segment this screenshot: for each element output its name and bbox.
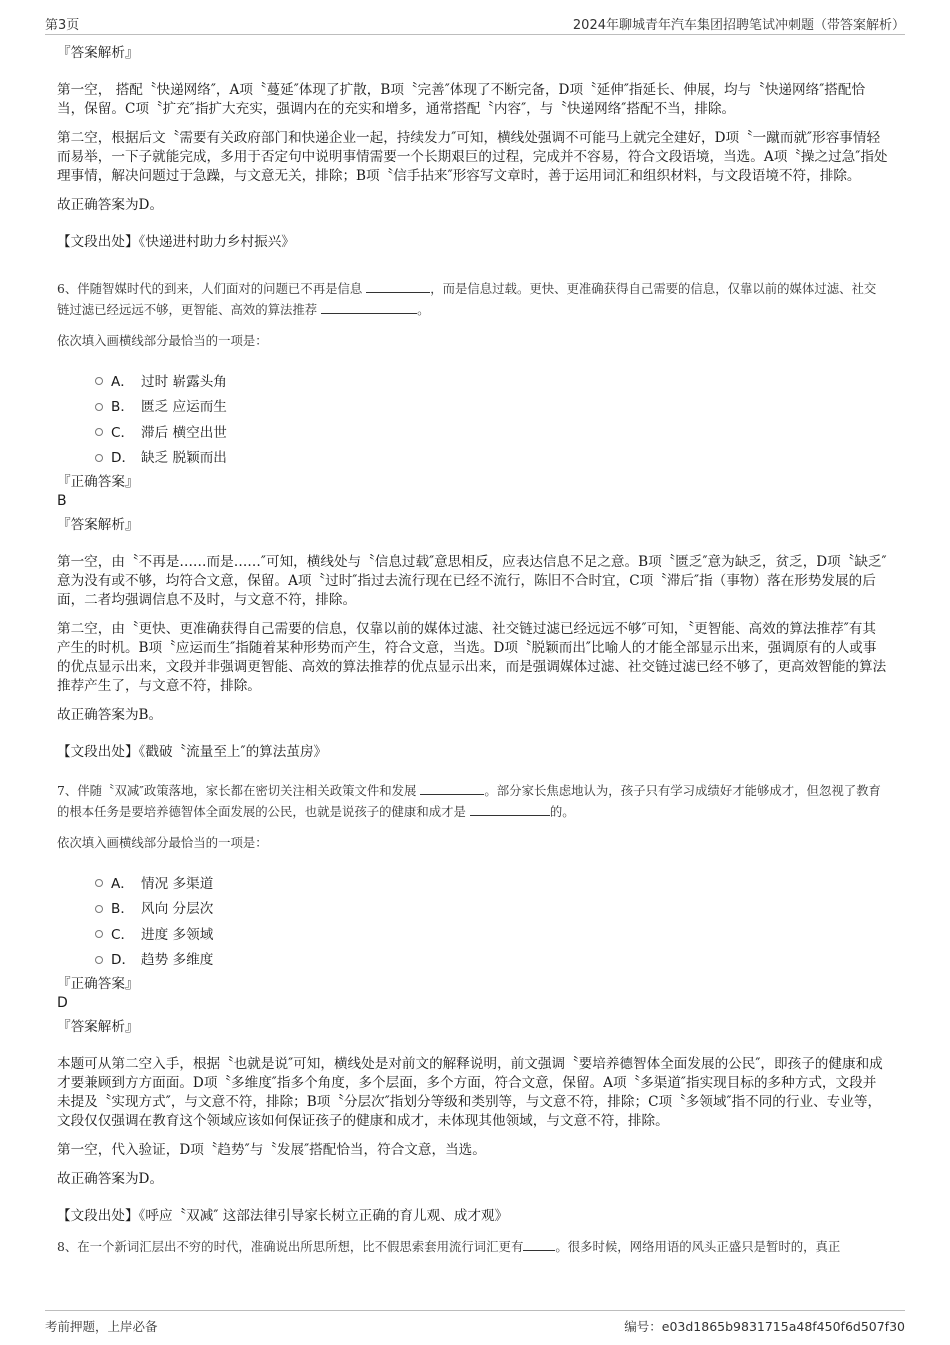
question-instruction: 依次填入画横线部分最恰当的一项是： (57, 333, 268, 348)
analysis-paragraph: 本题可从第二空入手，根据〝也就是说″可知，横线处是对前文的解释说明，前文强调〝要培养德智体全面发展的公民″，即孩子的健康和成才要兼顾到方方面面。D项〝多维度″指多个角度，多个层面，多个方面，符合文意，保留。A项〝多渠道″指实现目标的多种方式，文段并未提及〝实现方式″，与文意不符，排除；B项〝分层次″指划分等级和类别等，与文意不符，排除；C项〝多领域″指不同的行业、专业等，文段仅仅强调在教育这个领域应该如何保证孩子的健康和成才，未体现其他领域，与文意不符，排除。 (57, 1056, 883, 1129)
answer-analysis-label: 『答案解析』 (57, 1019, 139, 1035)
option-a[interactable]: A． 情况 多渠道 (95, 869, 888, 895)
radio-icon[interactable] (95, 377, 103, 385)
radio-icon[interactable] (95, 930, 103, 938)
conclusion: 故正确答案为D。 (57, 197, 164, 213)
fill-blank (523, 1238, 555, 1251)
option-list (95, 367, 888, 469)
option-c[interactable]: C． 滞后 横空出世 (95, 418, 888, 444)
page-footer (45, 1310, 905, 1337)
correct-answer-label: 『正确答案』 (57, 976, 139, 992)
analysis-paragraph: 第一空，由〝不再是……而是……″可知，横线处与〝信息过载″意思相反，应表达信息不足之意。B项〝匮乏″意为缺乏，贫乏，D项〝缺乏″意为没有或不够，均符合文意，保留。A项〝过时″指过去流行现在已经不流行，陈旧不合时宜，C项〝滞后″指（事物）落在形势发展的后面，二者均强调信息不及时，与文意不符，排除。 (57, 554, 887, 608)
correct-answer: D (57, 995, 68, 1011)
correct-answer-label: 『正确答案』 (57, 474, 139, 490)
radio-icon[interactable] (95, 428, 103, 436)
answer-analysis-label: 『答案解析』 (57, 45, 139, 61)
answer-analysis-label: 『答案解析』 (57, 517, 139, 533)
radio-icon[interactable] (95, 403, 103, 411)
radio-icon[interactable] (95, 905, 103, 913)
fill-blank (321, 301, 417, 314)
analysis-paragraph: 第二空，根据后文〝需要有关政府部门和快递企业一起，持续发力″可知，横线处强调不可能马上就完全建好，D项〝一蹴而就″形容事情轻而易举，一下子就能完成，多用于否定句中说明事情需要一个长期艰巨的过程，完成并不容易，符合文段语境，当选。A项〝操之过急″指处理事情，解决问题过于急躁，与文意无关，排除；B项〝信手拈来″形容写文章时，善于运用词汇和组织材料，与文段语境不符，排除。 (57, 130, 888, 184)
option-a[interactable]: A． 过时 崭露头角 (95, 367, 888, 393)
conclusion: 故正确答案为B。 (57, 707, 163, 723)
page-content (57, 44, 888, 1257)
option-list (95, 869, 888, 971)
analysis-paragraph: 第一空， 搭配〝快递网络″，A项〝蔓延″体现了扩散，B项〝完善″体现了不断完备，D项〝延伸″指延长、伸展，均与〝快递网络″搭配恰当，保留。C项〝扩充″指扩大充实，强调内在的充实和增多，通常搭配〝内容″，与〝快递网络″搭配不当，排除。 (57, 82, 866, 117)
fill-blank (366, 280, 430, 293)
fill-blank (420, 782, 484, 795)
analysis-paragraph: 第一空，代入验证，D项〝趋势″与〝发展″搭配恰当，符合文意，当选。 (57, 1142, 486, 1158)
option-c[interactable]: C． 进度 多领域 (95, 920, 888, 946)
document-id: 编号：e03d1865b9831715a48f450f6d507f30 (624, 1319, 905, 1334)
question-stem: 7、伴随〝双减″政策落地，家长都在密切关注相关政策文件和发展 。部分家长焦虑地认为，孩子只有学习成绩好才能够成才，但忽视了教育的根本任务是要培养德智体全面发展的公民，也就是说孩子的健康和成才是 的。 (57, 783, 881, 819)
option-d[interactable]: D． 缺乏 脱颖而出 (95, 444, 888, 470)
document-title: 2024年聊城青年汽车集团招聘笔试冲刺题（带答案解析） (572, 18, 905, 33)
footer-slogan: 考前押题，上岸必备 (45, 1319, 158, 1334)
fill-blank (470, 803, 550, 816)
source-citation: 【文段出处】《戳破〝流量至上″的算法茧房》 (57, 744, 328, 760)
radio-icon[interactable] (95, 956, 103, 964)
question-stem: 6、伴随智媒时代的到来，人们面对的问题已不再是信息 ，而是信息过载。更快、更准确获得自己需要的信息，仅靠以前的媒体过滤、社交链过滤已经远远不够，更智能、高效的算法推荐 。 (57, 281, 877, 317)
page-header (45, 12, 905, 35)
question-instruction: 依次填入画横线部分最恰当的一项是： (57, 835, 268, 850)
analysis-paragraph: 第二空，由〝更快、更准确获得自己需要的信息，仅靠以前的媒体过滤、社交链过滤已经远远不够″可知，〝更智能、高效的算法推荐″有其产生的时机。B项〝应运而生″指随着某种形势而产生，符合文意，当选。D项〝脱颖而出″比喻人的才能全部显示出来，强调原有的人或事的优点显示出来，文段并非强调更智能、高效的算法推荐的优点显示出来，而是强调媒体过滤、社交链过滤已经不够了，更高效智能的算法推荐产生了，与文意不符，排除。 (57, 621, 887, 694)
radio-icon[interactable] (95, 879, 103, 887)
option-d[interactable]: D． 趋势 多维度 (95, 946, 888, 972)
source-citation: 【文段出处】《呼应〝双减″ 这部法律引导家长树立正确的育儿观、成才观》 (57, 1208, 509, 1224)
source-citation: 【文段出处】《快递进村助力乡村振兴》 (57, 234, 295, 250)
page-number: 第3页 (45, 18, 80, 33)
option-b[interactable]: B． 风向 分层次 (95, 895, 888, 921)
radio-icon[interactable] (95, 454, 103, 462)
option-b[interactable]: B． 匮乏 应运而生 (95, 393, 888, 419)
question-stem: 8、在一个新词汇层出不穷的时代，准确说出所思所想，比不假思索套用流行词汇更有 。很多时候，网络用语的风头正盛只是暂时的，真正 (57, 1239, 841, 1254)
conclusion: 故正确答案为D。 (57, 1171, 164, 1187)
correct-answer: B (57, 493, 67, 509)
